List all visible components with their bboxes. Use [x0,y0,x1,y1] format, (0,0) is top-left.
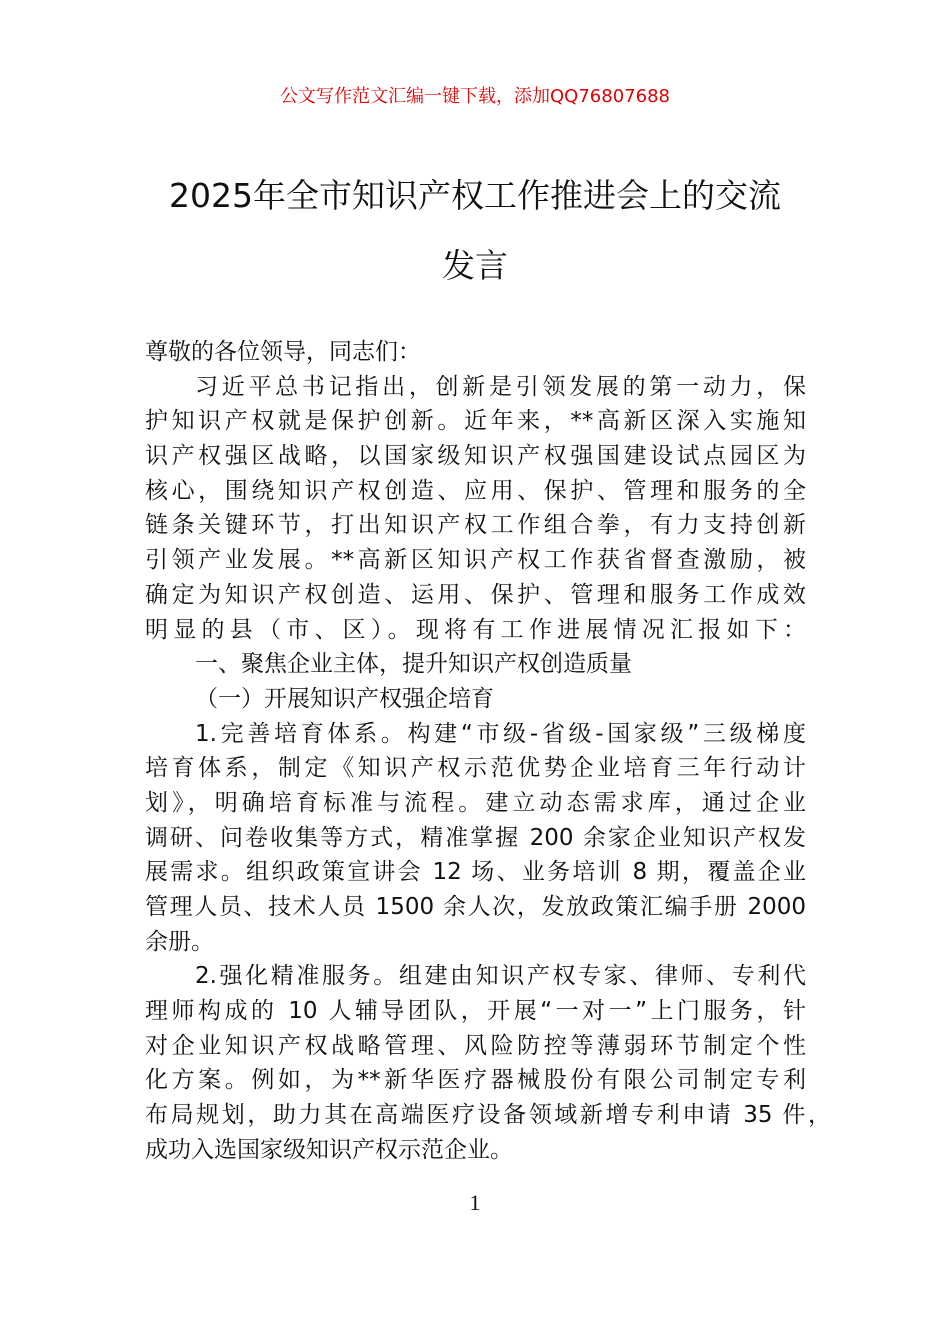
text-line: 化方案。例如，为**新华医疗器械股份有限公司制定专利 [145,1067,806,1094]
text-line: 习近平总书记指出，创新是引领发展的第一动力，保 [195,373,806,400]
text-line: 2.强化精准服务。组建由知识产权专家、律师、专利代 [195,963,806,990]
text-line: 尊敬的各位领导，同志们： [145,339,421,365]
page-number: 1 [469,1190,481,1215]
text-line: 调研、问卷收集等方式，精准掌握 200 余家企业知识产权发 [145,824,806,851]
document-title-line-1: 2025年全市知识产权工作推进会上的交流 [169,176,781,215]
text-line: 展需求。组织政策宣讲会 12 场、业务培训 8 期，覆盖企业 [145,859,806,886]
text-line: 引领产业发展。**高新区知识产权工作获省督查激励，被 [145,547,806,574]
text-line: 确定为知识产权创造、运用、保护、管理和服务工作成效 [145,581,806,608]
text-line: 1.完善培育体系。构建“市级-省级-国家级”三级梯度 [195,720,806,747]
text-line: 余册。 [145,928,214,955]
text-line: 链条关键环节，打出知识产权工作组合拳，有力支持创新 [145,512,806,539]
text-line: 布局规划，助力其在高端医疗设备领域新增专利申请 35 件， [145,1102,831,1129]
document-title-line-2: 发言 [442,246,508,285]
text-line: 一、聚焦企业主体，提升知识产权创造质量 [195,651,632,678]
text-line: 核心，围绕知识产权创造、应用、保护、管理和服务的全 [145,477,806,504]
text-line: 成功入选国家级知识产权示范企业。 [145,1136,513,1163]
text-line: 培育体系，制定《知识产权示范优势企业培育三年行动计 [145,755,806,782]
text-line: （一）开展知识产权强企培育 [195,685,494,712]
text-line: 理师构成的 10 人辅导团队，开展“一对一”上门服务，针 [145,998,806,1025]
text-line: 识产权强区战略，以国家级知识产权强国建设试点园区为 [145,443,806,470]
text-line: 划》，明确培育标准与流程。建立动态需求库，通过企业 [145,789,806,816]
text-line: 明显的县（市、区）。现将有工作进展情况汇报如下： [145,616,806,643]
document-body [145,335,831,1168]
text-line: 对企业知识产权战略管理、风险防控等薄弱环节制定个性 [145,1032,806,1059]
text-line: 护知识产权就是保护创新。近年来，**高新区深入实施知 [145,408,806,435]
text-line: 管理人员、技术人员 1500 余人次，发放政策汇编手册 2000 [145,894,806,920]
download-banner: 公文写作范文汇编一键下载，添加QQ76807688 [280,86,670,107]
